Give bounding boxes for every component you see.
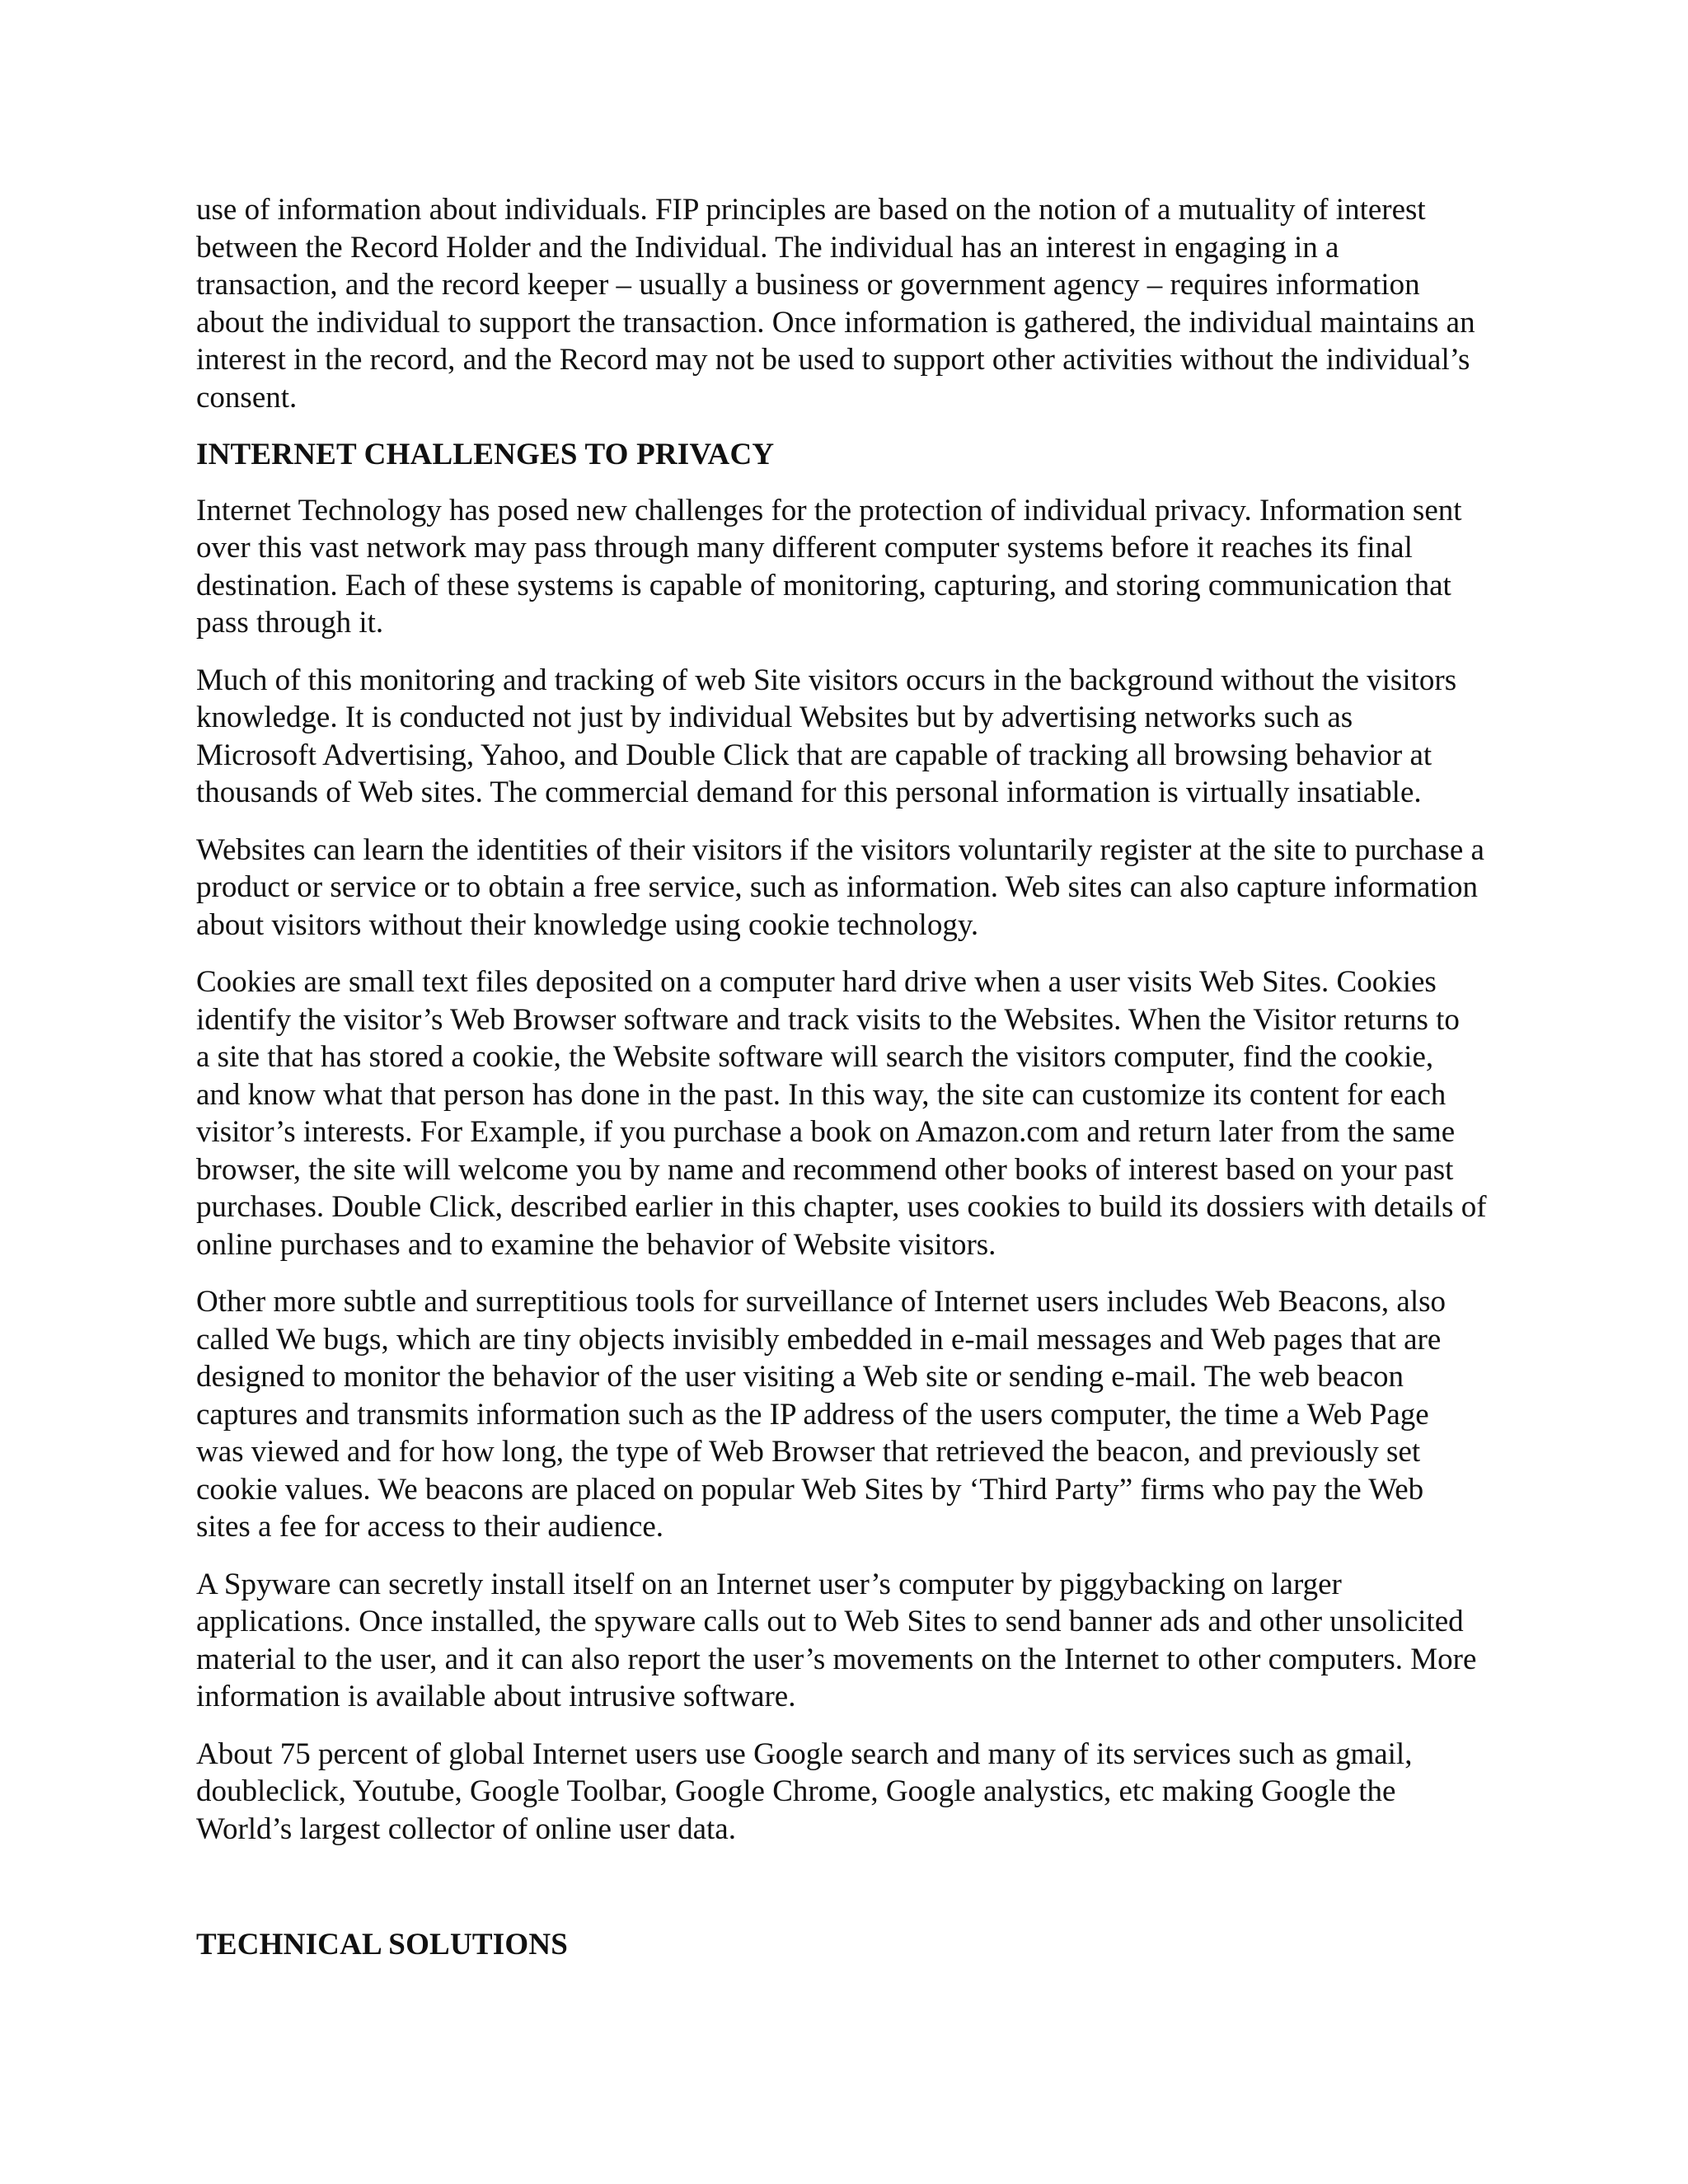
document-body <box>196 191 1581 1982</box>
paragraph-spyware: A Spyware can secretly install itself on an Internet user’s computer by piggybacking on larger applications. Once installed, the spyware calls out to Web Sites to send banner ads and other unsolicited material to the user, and it can also report the user’s movements on the Internet to other computers. More information is available about intrusive software. <box>196 1567 1477 1713</box>
section-heading-technical-solutions: TECHNICAL SOLUTIONS <box>196 1928 569 1961</box>
paragraph-google-data: About 75 percent of global Internet users use Google search and many of its services such as gmail, doubleclick, Youtube, Google Toolbar, Google Chrome, Google analystics, etc making Google the World’s largest collector of online user data. <box>196 1736 1413 1846</box>
paragraph-monitoring-tracking: Much of this monitoring and tracking of web Site visitors occurs in the background without the visitors knowledge. It is conducted not just by individual Websites but by advertising networks such as Microsoft Advertising, Yahoo, and Double Click that are capable of tracking all browsing behavior at thousands of Web sites. The commercial demand for this personal information is virtually insatiable. <box>196 663 1457 809</box>
section-heading-internet-challenges: INTERNET CHALLENGES TO PRIVACY <box>196 438 775 471</box>
paragraph-internet-technology: Internet Technology has posed new challenges for the protection of individual privacy. Information sent over this vast network may pass through many different computer systems before it reaches its final destination. Each of these systems is capable of monitoring, capturing, and storing communication that pass through it. <box>196 493 1462 640</box>
paragraph-web-beacons: Other more subtle and surreptitious tools for surveillance of Internet users includes Web Beacons, also called We bugs, which are tiny objects invisibly embedded in e-mail messages and Web pages that are designed to monitor the behavior of the user visiting a Web site or sending e-mail. The web beacon captures and transmits information such as the IP address of the users computer, the time a Web Page was viewed and for how long, the type of Web Browser that retrieved the beacon, and previously set cookie values. We beacons are placed on popular Web Sites by ‘Third Party” firms who pay the Web sites a fee for access to their audience. <box>196 1285 1447 1544</box>
intro-paragraph: use of information about individuals. FIP principles are based on the notion of a mutuality of interest between the Record Holder and the Individual. The individual has an interest in engaging in a transaction, and the record keeper – usually a business or government agency – requires information about the individual to support the transaction. Once information is gathered, the individual maintains an interest in the record, and the Record may not be used to support other activities without the individual’s consent. <box>196 193 1475 415</box>
paragraph-website-identities: Websites can learn the identities of their visitors if the visitors voluntarily register at the site to purchase a product or service or to obtain a free service, such as information. Web sites can also capture information about visitors without their knowledge using cookie technology. <box>196 832 1484 942</box>
paragraph-cookies: Cookies are small text files deposited on a computer hard drive when a user visits Web Sites. Cookies identify the visitor’s Web Browser software and track visits to the Websites. When the Visitor returns to a site that has stored a cookie, the Website software will search the visitors computer, find the cookie, and know what that person has done in the past. In this way, the site can customize its content for each visitor’s interests. For Example, if you purchase a book on Amazon.com and return later from the same browser, the site will welcome you by name and recommend other books of interest based on your past purchases. Double Click, described earlier in this chapter, uses cookies to build its dossiers with details of online purchases and to examine the behavior of Website visitors. <box>196 965 1487 1262</box>
